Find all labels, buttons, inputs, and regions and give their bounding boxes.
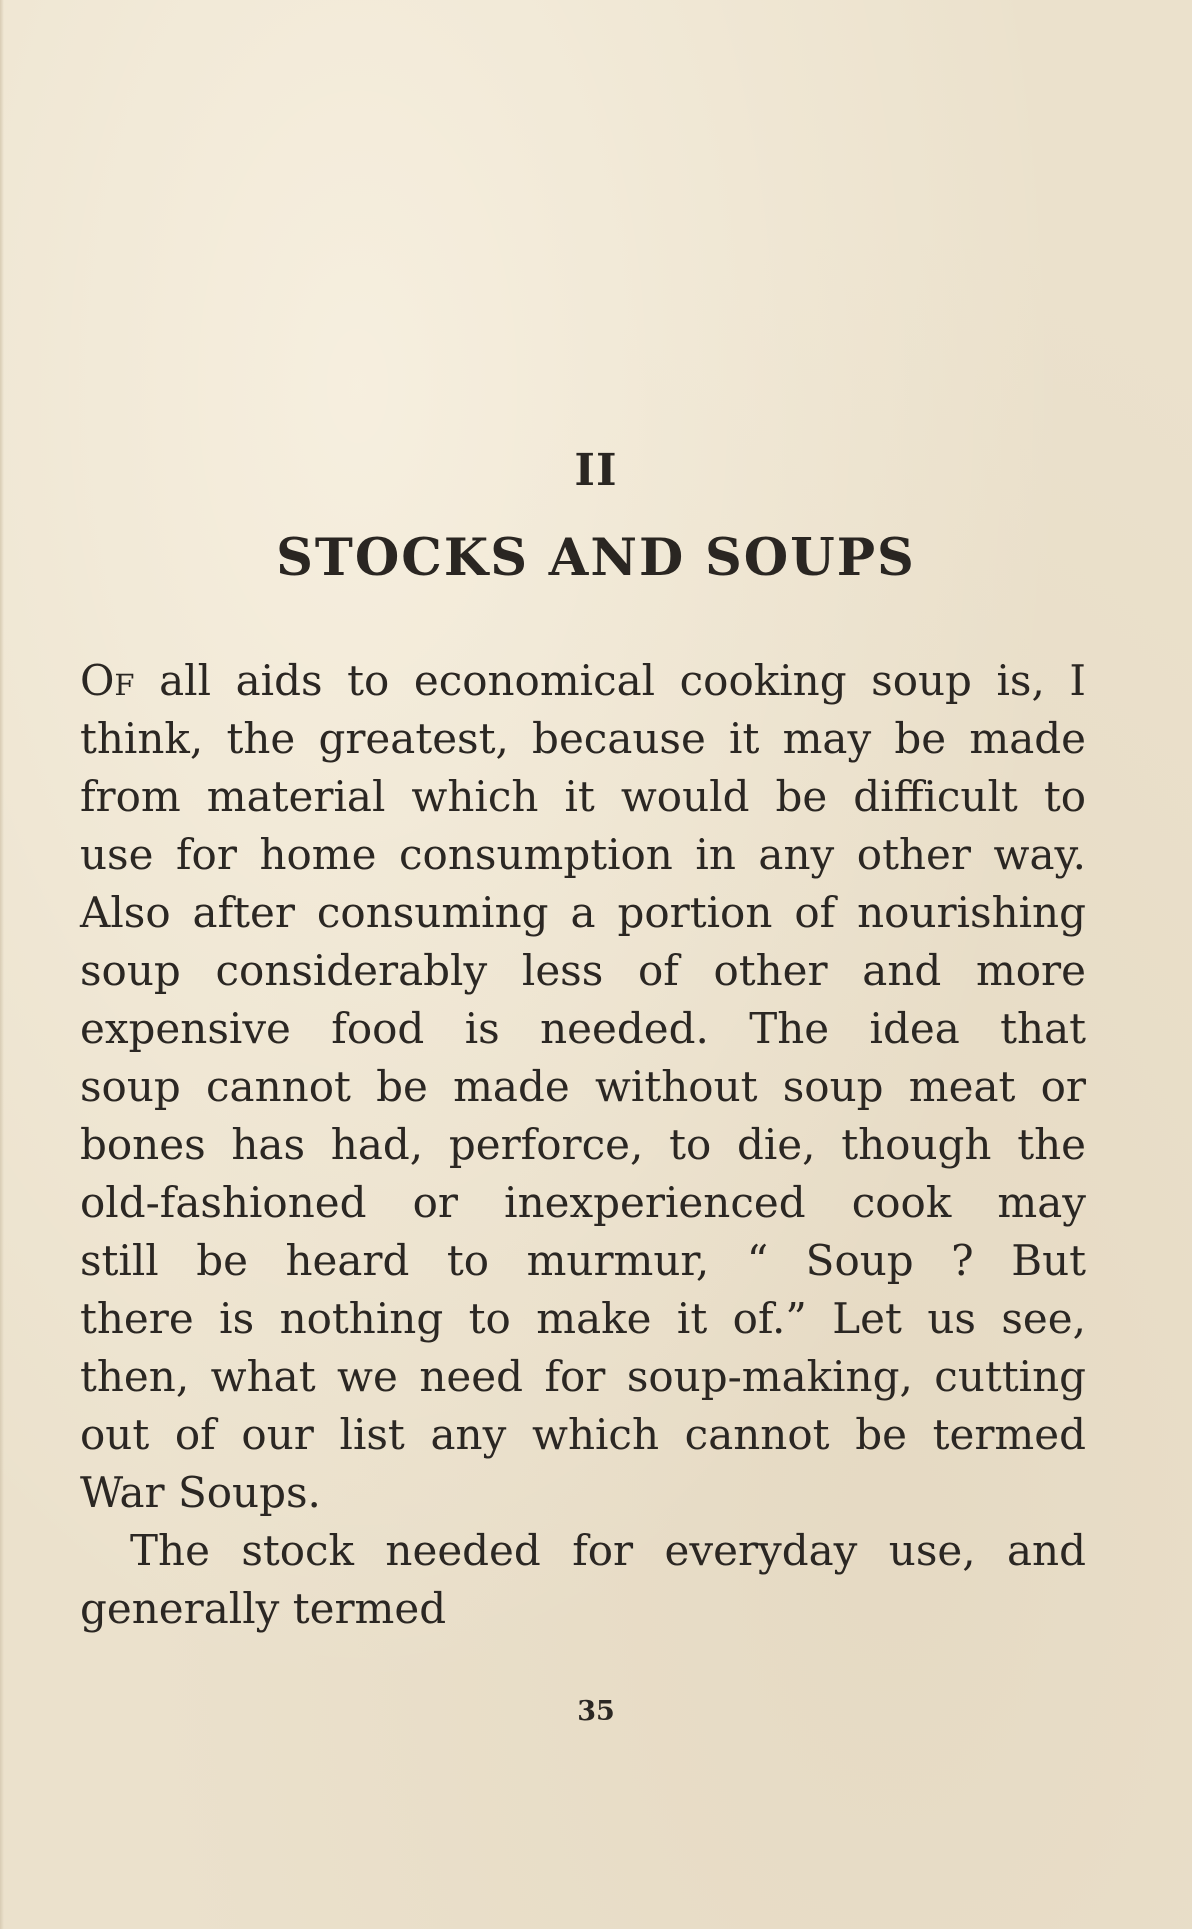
text-line: soup considerably less of other and more bbox=[80, 946, 1086, 995]
text-line: then, what we need for soup-making, cutting bbox=[80, 1352, 1086, 1401]
drop-word: Of bbox=[80, 656, 135, 705]
text-line: generally termed bbox=[80, 1584, 447, 1633]
text-line: there is nothing to make it of.” Let us see, bbox=[80, 1294, 1086, 1343]
chapter-title: STOCKS AND SOUPS bbox=[276, 528, 916, 588]
text-line: out of our list any which cannot be termed bbox=[80, 1410, 1086, 1459]
text-line: still be heard to murmur, “ Soup ? But bbox=[80, 1236, 1086, 1285]
text-line: War Soups. bbox=[80, 1468, 321, 1517]
text-line: bones has had, perforce, to die, though the bbox=[80, 1120, 1086, 1169]
text-line: The stock needed for everyday use, and bbox=[130, 1526, 1086, 1575]
page-edge bbox=[0, 0, 4, 1929]
chapter-number: II bbox=[574, 445, 618, 496]
page-number: 35 bbox=[577, 1696, 615, 1727]
text-line: use for home consumption in any other way. bbox=[80, 830, 1086, 879]
text-line: expensive food is needed. The idea that bbox=[80, 1004, 1086, 1053]
text-line: soup cannot be made without soup meat or bbox=[80, 1062, 1086, 1111]
text-line: Also after consuming a portion of nourishing bbox=[80, 888, 1086, 937]
text-line: Of all aids to economical cooking soup is, I bbox=[80, 656, 1086, 705]
text-line: old-fashioned or inexperienced cook may bbox=[80, 1178, 1086, 1227]
text-line: from material which it would be difficult to bbox=[80, 772, 1086, 821]
body-text bbox=[80, 652, 1086, 1638]
text-line: think, the greatest, because it may be made bbox=[80, 714, 1086, 763]
